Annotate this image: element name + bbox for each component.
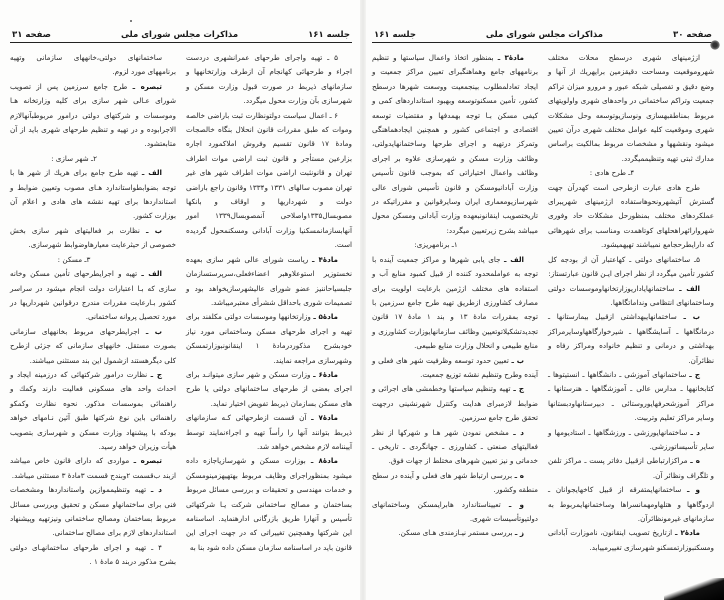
article-label: و ـ: [687, 485, 700, 495]
paragraph: [186, 310, 352, 368]
paragraph: [186, 411, 352, 454]
paragraph-text: نظارت بر فعالیتهای شهر سازی بخش خصوصی از حیثرعایت معیارهاوضوابط شهرسازی.: [10, 225, 176, 250]
paragraph: [372, 498, 538, 527]
paragraph: [372, 354, 538, 383]
paragraph: [548, 282, 714, 311]
section-heading: [548, 166, 714, 180]
paragraph-text: وزارتخانهها وموسسات دولتی مکلفند برای تهیه و اجرای طرحهای مسکن وساختمانی مورد نیاز خودبشرح مذکوردرمادهٔ ۱ اینقانونبوزارتمسکن وشهرسازی مراجعه نمایند.: [186, 312, 352, 365]
article-label: ب ـ: [145, 326, 162, 336]
paragraph: [186, 454, 352, 555]
running-header-page-30: [372, 26, 714, 43]
paragraph-text: جای یابی شهرها و مراکز جمعیت آینده با توجه به عواملمحدود کننده از قبیل کمبود منابع آب و استفاده های مختلف ازژمین بارعایت اولویت برای مصارف کشاورزی ازطریق تهیه طرح جامع سرزمین با توجه بمقررات مادهٔ ۱۳ و بند ۱ مادهٔ ۱۷ قانون تجدیدتشکیلاتوتعیین وظائف سازمانهایوزارت کشاورزی و منابع طبیعی و انحلال وزارت منابع طبیعی.: [372, 254, 539, 351]
paragraph-text: آن قسمت ازطرحهائی کـه سازمانهای ذیربط بتوانند آنها را رأساً تهیه و اجراءنمایند توسط آییننامه لازم مشخص خواهد شد.: [186, 413, 352, 451]
paragraph: [10, 454, 176, 483]
paragraph: [186, 253, 352, 311]
paragraph: [372, 51, 538, 238]
paragraph-text: بوزارت مسکن و شهرسازیاجازه داده میشود بمنظوراجرای وظایف مربوط بهتهیهزمینومسکن و خدمات مهندسی و تحقیقات و بررسی مسائل مربوط بساختمان و مصالح ساختمانی شرکت یـا شرکتهائی تأسیس و آنهارا طریق بازرگانی ادارهنماید. اساسنامه این شرکتها وهمچنین تغییراتی که در جهت اجرای این قانون باید در اساسنامه سازمان مسکن داده شود بنا به: [186, 456, 352, 552]
article-label: د ـ: [513, 427, 524, 437]
publication-title: مذاکرات مجلس شورای ملی: [485, 30, 604, 40]
article-label: مادهٔ۶ ـ: [313, 369, 338, 379]
article-label: ج ـ: [689, 369, 701, 379]
paragraph-text: بمنظور اتخاذ واعمال سیاستها و تنظیم برنامههای جامع وهماهنگبرای تعیین مراکز جمعیت و ایجاد تعادلمطلوب بینجمعیت ووسعت شهرها درسطح کشور، تأمین مسکنوتوسعه وبهبود استانداردهای کمی و کیفی مسکن بـا توجه بهمدفها و مقتضیات توسعه اقتصادی و اجتماعی کشور و همچنین ایجادهماهنگی وتمرکز درتهیه و اجرای طرحها وساختمانهایدولتی، وظائف وزارت مسکن و شهرسازی علاوه بر اجرای وظائف واعمال اختیاراتی که بموجب قانون تأسیس وزارت آبادانیومسکن و قانون تأسیس شورای عالی شهرسازیومعماری ایران وسایرقوانین و مقرراتیکه در تاریختصویب اینقانونبعهده وزارت آبادانی ومسکن محول میباشد بشرح زیرتعیین میگردد:: [372, 53, 538, 235]
column-left: [372, 51, 538, 555]
article-label: و ـ: [508, 499, 524, 509]
paragraph: [186, 51, 352, 109]
article-label: ز ـ: [514, 528, 524, 538]
article-label: مادهٔ۵ ـ: [313, 312, 338, 322]
column-right: [548, 51, 714, 555]
paragraph: [10, 483, 176, 541]
paragraph-text: تعییناستاندارد هابرایمسکن وساختمانهای دولتیوتأسیسات شهری.: [372, 499, 538, 523]
paragraph-text: ۲ـ شهر سازی :: [51, 153, 97, 163]
paragraph-text: ساختمانهایمتفرقه از قبیل کاخهایجوانان ـ اردوگاهها و هتلهاومهمانسراها وساختمانهایمربوط به سازمانهای غیرمونظائرآن.: [548, 485, 714, 523]
paragraph: [372, 382, 538, 425]
article-label: ب ـ: [683, 312, 700, 322]
paragraph: [548, 368, 714, 426]
paragraph: [10, 224, 176, 253]
paragraph-text: ساختمانهای دولتی،خانههای سازمانی وتهیه برنامههای مورد لزوم.: [10, 53, 176, 77]
paragraph-text: اجرایطرحهای مربوط بخانههای سازمانی بصورت مستقل. خانههای سازمانی که جزئی ازطرح کلی دیگرهستند ازشمول این بند مستثنی میباشند.: [10, 326, 176, 365]
book-gutter: [360, 0, 366, 600]
article-label: تبصره ـ: [133, 456, 162, 466]
paragraph-text: ساختمانهایبهداشتی ازقبیل بیمارستانها ـ درمانگاهها ـ آسایشگاهها ـ شیرخوارگاههاوسایرمراکز بهداشتی و درمانی و تنظیم خانواده ومراکز رفاه و نظائرآن.: [548, 312, 714, 365]
paragraph-text: ۳ـ مسکن :: [57, 254, 91, 264]
paragraph-text: ساختمانهایاداریوزارتخانهاوموسسات دولتی وساختمانهای انتظامی ونداماتگاهها.: [548, 283, 714, 307]
paragraph: [10, 80, 176, 152]
paragraph: [372, 526, 538, 540]
paragraph-text: ۵ ـ تهیه واجرای طرحهای عمرانشهری دردست اجراء و طرحهائی کهانجام آن ازطرف وزارتخانهها و سازمانهای ذیربط در صورت قبول وزارت مسکن و شهرسازی بآن وزارت محول میگردد.: [186, 53, 352, 106]
paragraph: [548, 253, 714, 282]
paragraph: [548, 426, 714, 455]
article-label: الف ـ: [141, 269, 162, 279]
paragraph-text: تهیه طرح جامع برای هریك از شهر ها با توجه بضوابطواستاندارد هـای مصوب وتعیین ضوابط و استانداردها برای تهیه نقشه های هادی و اعلام آن بوزارت کشور.: [10, 168, 176, 221]
article-label: ب ـ: [511, 355, 524, 365]
paragraph: [10, 541, 176, 570]
article-label: مادهٔ۴ ـ: [312, 254, 338, 264]
paragraph: [548, 310, 714, 368]
paragraph-text: ساختمانهایورزشی ـ ورزشگاهها ـ استادیومها و سایر تأسیساتورزشی.: [548, 427, 714, 451]
paragraph-text: نظارت درامور شرکتهائی که درزمینه ایجاد و احداث واحد های مسکونی فعالیت دارند وکمك و راهنمائی بموسسات مذکور. نحوه نظارت وکمكو راهنمائی باین نوع شرکتها طبق آئین نـامهای خواهد بودکه با پیشنهاد وزارت مسکن و شهرسازی بتصویب هیأت وزیران خواهد رسید.: [10, 369, 176, 451]
paragraph-text: ۴ـ طرح هادی :: [589, 168, 635, 178]
article-label: ج ـ: [513, 384, 524, 394]
paragraph: [372, 469, 538, 498]
paragraph-text: بررسی مستمر نیـازمندی هـای مسکن.: [398, 528, 513, 538]
article-label: مادهٔ۸ ـ: [310, 456, 338, 466]
paragraph-text: ۴ ـ تهیه و اجرای طرحهای ساختمانهـای دولتی بشرح مذکور دربند ۵ مادهٔ ۱ .: [10, 542, 176, 567]
paragraph-text: ۵ـ ساختمانهای دولتی ـ کهاعتبار آن از بودجه کل کشور تأمین میگردد از نظر اجرای ایـن قانون عبارتستاز:: [548, 254, 714, 279]
paragraph-text: تهیه وتنظیم سیاستها وخطمشی های اجرائی و ضوابط لازمبرای هدایت وکنترل شهرنشینی درجهت تحقق طرح جامع سرزمین.: [372, 384, 538, 423]
paragraph: [10, 368, 176, 454]
column-right: [186, 51, 352, 570]
paragraph: [372, 253, 538, 354]
paragraph-text: ۶ ـ اعمال سیاست دولتونظارت ثبت باراضی خالصه وموات که طبق مقررات قانون انحلال بنگاه خالصجات ومادهٔ ۱۷ قانون تقسیم وفروش املاکمورد اجاره بزارعین مستأجر و قانون ثبت اراضی موات اطراف تهران و قانونثبت اراضی موات اطراف شهر های غیر تهران مصوب سالهای ۱۳۳۱ و۱۳۳۴ وقانون راجع باراضی دولت و شهرداریها و اوقاف و بانکها مصوبسال۱۳۳۵واصلاحی آنمصوبسال۱۳۳۹ امور آنهابسازمانمسکنیا وزارت آبادانی ومسکنمحول گردیده است.: [186, 110, 353, 250]
session-number: جلسه ۱۶۱: [374, 30, 416, 40]
paragraph-text: ساختمانهای آموزشی ـ دانشگاهها ـ انستیتوها ـ کتابخانهها ـ مدارس عالی ـ آموزشگاهها ـ هنرستانها ـ مراکز آموزشحرفهایوروستائی ـ دبیرستانهاودبستانها وسایر مراکز تعلیم وتربیت.: [548, 369, 714, 423]
paragraph-text: ۱ـ برنامهریزی:: [414, 240, 458, 250]
section-heading: [372, 238, 538, 252]
article-label: د ـ: [150, 485, 162, 495]
page-31-columns: [10, 51, 352, 570]
column-left: [10, 51, 176, 570]
paragraph-text: بررسی ارتباط شهر های فعلی و آینده در سطح منطقه وکشور.: [372, 470, 538, 495]
article-label: مادهٔ۷ ـ: [311, 413, 338, 423]
session-number: جلسه ۱۶۱: [308, 30, 350, 40]
paragraph-text: طرح جامع سرزمین پس از تصویب شورای عـالی شهر سازی برای کلیه وزارتخانه هـا وموسسات و شرکتهای دولتی درامور مربوطبآنهالازم الاجرابوده و در تهیه و تنظیم طرحهای شهری باید از آن متابعتشود.: [10, 81, 176, 149]
paragraph: [548, 483, 714, 526]
paragraph-text: تعیین حدود توسعه وظرفیت شهر های فعلی و آینده وطرح وتنظیم نقشه توزیع جمعیت.: [372, 355, 538, 379]
paragraph: [186, 109, 352, 253]
page-number: صفحه ۳۱: [12, 30, 51, 40]
section-heading: [10, 152, 176, 166]
article-label: ب ـ: [146, 225, 162, 235]
paragraph: [186, 368, 352, 411]
scan-hole-mark-icon: [710, 40, 720, 50]
article-label: مادهٔ۲ ـ: [675, 528, 700, 538]
paragraph: [548, 454, 714, 483]
page-number: صفحه ۳۰: [673, 30, 712, 40]
article-label: الف ـ: [679, 283, 700, 293]
page-30: [362, 0, 724, 600]
article-label: د ـ: [690, 427, 700, 437]
paragraph: [548, 181, 714, 253]
paragraph-text: تهیه و اجرایطرحهای تأمین مسکن وخانه سازی که بـا اعتبارات دولت انجام میشود در سراسر کشور بـارعایت مقررات مندرج درقوانین شهرداریها در مورد تحصیل پروانه ساختمانی.: [10, 269, 176, 322]
paragraph-text: وزارت مسکن و شهر سازی میتوانـد برای اجرای بعضی از طرحهای ساختمانهای دولتی یا طرح های مسکن بسازمان ذیربط تفویض اختیار نماید.: [186, 369, 352, 408]
paragraph-text: ریاست شورای عالی شهر سازی بعهده نخستوزیر استوعلاوهبر اعضاءفعلی،سرپرستسازمان جلبسیاحاننیز عضو شورای عالیشهرسازیخواهد بود و تصمیمات شوری باحداقل ششرأی معتبرمیباشد.: [186, 254, 352, 307]
paragraph: [548, 526, 714, 555]
paragraph: [10, 325, 176, 368]
section-heading: [10, 253, 176, 267]
paragraph: [10, 166, 176, 224]
article-label: ه ـ: [690, 456, 700, 466]
page-curl-shadow: [664, 578, 724, 600]
scan-speck: [130, 20, 132, 22]
paragraph-text: تهیه وتنظیمموازین واستانداردها ومشخصات فنی برای ساختمانهاو مسکن و تحقیق وبررسی مسائل مربوط بساختمان ومصالح ساختمانی ونیزتهیه وپیشنهاد استانداردهای لازم برای مصالح ساختمانی.: [10, 485, 176, 538]
paragraph: [548, 51, 714, 166]
article-label: تبصره ـ: [132, 81, 162, 91]
article-label: الف ـ: [141, 168, 162, 178]
paragraph-text: ازژمینهای شهری درسطح محلات مختلف شهروموقعیت ومساحت دقیقزمین برایهریك از آنها و وضع دقیق و تفصیلی شبکه عبور و مرورو میزان تراکم جمعیت وتراکم ساختمانی در واحدهای شهری واولویتهای مربوط بمناطقبهسازی ونوسازیوتوسعه وحل مشکلات شهری وموقعیت کلیه عوامل مختلف شهری درآن تعیین میشود ونقشهها و مشخصات مربوط بمالکیت براساس مدارك ثبتی تهیه وتنظیممیگردد.: [548, 53, 714, 163]
paragraph-text: ازتاریخ تصویب اینقانون، ناموزارت آبادانی ومسکنبوزارتمسکنو شهرسازی تغییرمییابد.: [548, 528, 714, 552]
paragraph-text: مواردی که دارای قانون خاص میباشد ازبند ب‌قسمت ۲وبندج قسمت ۳مادهٔ ۳ مستثنی میباشد.: [10, 456, 176, 480]
running-header-page-31: [10, 26, 352, 43]
paragraph: [10, 267, 176, 325]
article-label: الف ـ: [504, 254, 524, 264]
paragraph: [10, 51, 176, 80]
paragraph: [372, 426, 538, 469]
publication-title: مذاکرات مجلس شورای ملی: [120, 30, 239, 40]
article-label: ج ـ: [150, 369, 163, 379]
paragraph-text: مشخص نمودن شهر هـا و شهرکها از نظر فعالیتهای صنعتی ـ کشاورزی ـ جهانگردی ـ تاریخی ـ خدماتی و نیز تعیین شهرهای مختلط از جهات فوق.: [372, 427, 538, 466]
article-label: مادهٔ۳ ـ: [497, 53, 524, 62]
paragraph-text: طرح هادی عبارت ازطرحی است کهدرآن جهت گسترش آتیشهرونحوهاستفاده ازژمینهای شهریبرای عملکردهای مختلف بمنظورحل مشکلات حاد وفوری شهروارائهراهحلهای کوتاهمدت ومناسب برای شهرهائی که دارایطرحجامع نمیباشند تهیهمیشود.: [548, 182, 714, 250]
article-label: ه ـ: [514, 470, 524, 480]
paragraph-text: مراکزارتباطی ازقبیل دفاتر پست ـ مراکز تلفن و تلگراف ونظائر آن.: [548, 456, 714, 480]
page-30-columns: [372, 51, 714, 555]
